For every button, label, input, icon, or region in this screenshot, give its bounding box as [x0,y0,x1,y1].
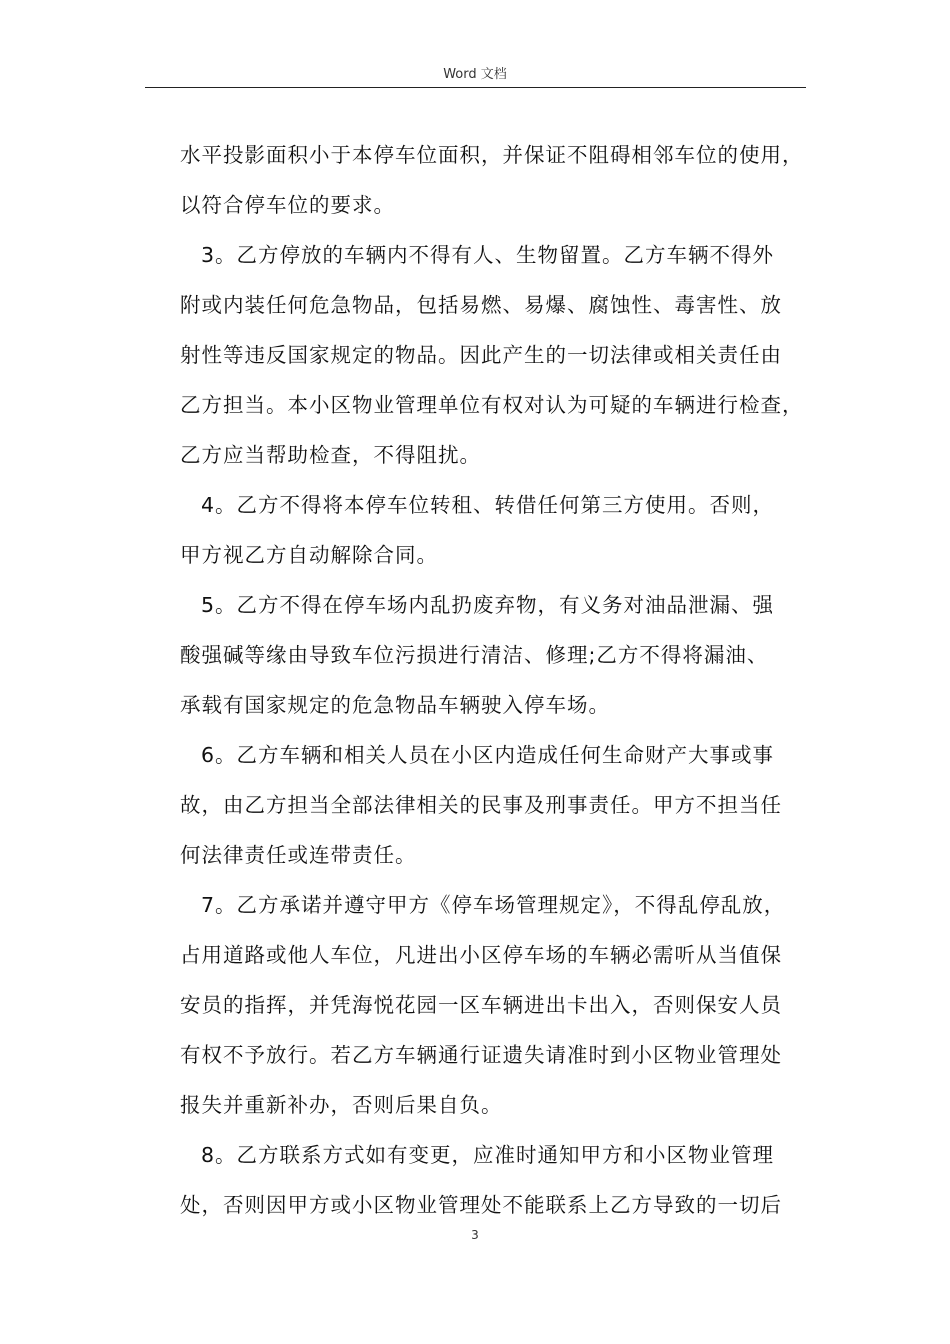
body-line: 以符合停车位的要求。 [180,193,395,217]
body-line: 有权不予放行。若乙方车辆通行证遗失请准时到小区物业管理处 [180,1043,782,1067]
clause-4-start: 4。乙方不得将本停车位转租、转借任何第三方使用。否则， [201,493,775,517]
clause-6-start: 6。乙方车辆和相关人员在小区内造成任何生命财产大事或事 [201,743,775,767]
body-line: 何法律责任或连带责任。 [180,843,417,867]
body-line: 水平投影面积小于本停车位面积，并保证不阻碍相邻车位的使用， [180,143,804,167]
page-number: 3 [471,1228,479,1242]
body-line: 承载有国家规定的危急物品车辆驶入停车场。 [180,693,610,717]
clause-5-start: 5。乙方不得在停车场内乱扔废弃物，有义务对油品泄漏、强 [201,593,775,617]
body-line: 乙方应当帮助检查，不得阻扰。 [180,443,481,467]
body-line: 安员的指挥，并凭海悦花园一区车辆进出卡出入，否则保安人员 [180,993,782,1017]
clause-3-start: 3。乙方停放的车辆内不得有人、生物留置。乙方车辆不得外 [201,243,775,267]
clause-7-start: 7。乙方承诺并遵守甲方《停车场管理规定》，不得乱停乱放， [201,893,786,917]
body-line: 酸强碱等缘由导致车位污损进行清洁、修理;乙方不得将漏油、 [180,643,769,667]
body-line: 报失并重新补办，否则后果自负。 [180,1093,503,1117]
body-line: 处，否则因甲方或小区物业管理处不能联系上乙方导致的一切后 [180,1193,782,1217]
body-line: 附或内装任何危急物品，包括易燃、易爆、腐蚀性、毒害性、放 [180,293,782,317]
header-divider [145,87,806,88]
body-line: 乙方担当。本小区物业管理单位有权对认为可疑的车辆进行检查， [180,393,804,417]
clause-8-start: 8。乙方联系方式如有变更，应准时通知甲方和小区物业管理 [201,1143,775,1167]
body-line: 甲方视乙方自动解除合同。 [180,543,438,567]
page-header-title: Word 文档 [443,67,507,82]
body-line: 占用道路或他人车位，凡进出小区停车场的车辆必需听从当值保 [180,943,782,967]
body-line: 射性等违反国家规定的物品。因此产生的一切法律或相关责任由 [180,343,782,367]
body-line: 故，由乙方担当全部法律相关的民事及刑事责任。甲方不担当任 [180,793,782,817]
document-body [180,130,820,1230]
